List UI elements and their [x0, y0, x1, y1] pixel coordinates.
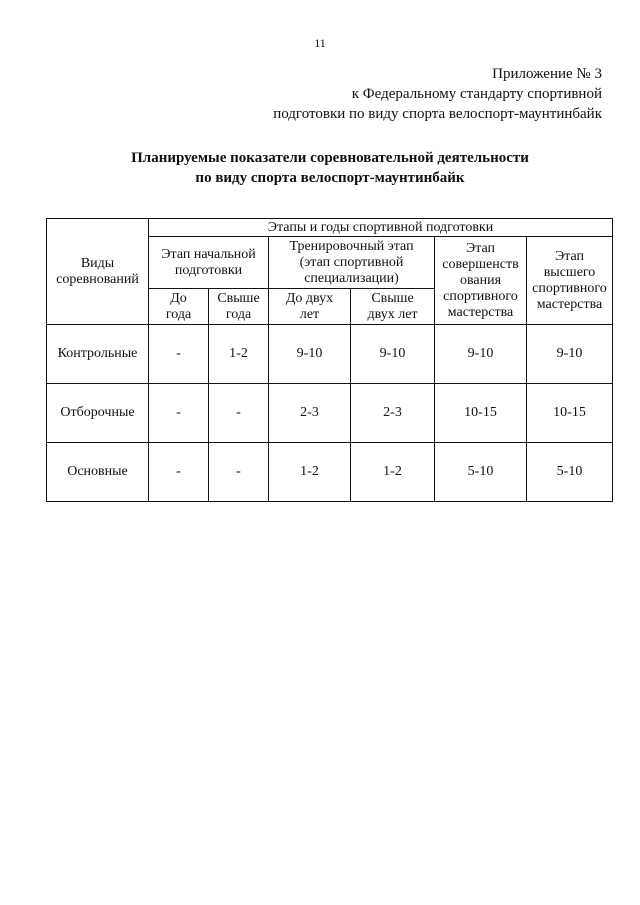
document-title [0, 148, 640, 188]
table-cell: - [209, 384, 269, 443]
appendix-note [182, 64, 602, 124]
header-row-top [47, 219, 613, 237]
title-line-1: Планируемые показатели соревновательной деятельности [131, 150, 529, 166]
table-cell: 10-15 [527, 384, 613, 443]
table-cell: 1-2 [351, 443, 435, 502]
stage-improvement-header: Этап совершенств ования спортивного мастерства [435, 237, 527, 325]
table-cell: 5-10 [527, 443, 613, 502]
page-number: 11 [314, 36, 326, 50]
table-cell: - [149, 325, 209, 384]
table-cell: 2-3 [269, 384, 351, 443]
table-row-control [47, 325, 613, 384]
sub-initial-up-to-year: До года [149, 289, 209, 325]
stages-header: Этапы и годы спортивной подготовки [149, 219, 613, 237]
table-row-qualifying [47, 384, 613, 443]
row-label: Отборочные [47, 384, 149, 443]
table-cell: - [209, 443, 269, 502]
stage-highest-header: Этап высшего спортивного мастерства [527, 237, 613, 325]
stage-initial-header: Этап начальной подготовки [149, 237, 269, 289]
stage-training-header: Тренировочный этап (этап спортивной специализации) [269, 237, 435, 289]
table-cell: 9-10 [435, 325, 527, 384]
appendix-line-1: Приложение № 3 [492, 66, 602, 82]
table-cell: 2-3 [351, 384, 435, 443]
table-cell: 1-2 [269, 443, 351, 502]
table-cell: 5-10 [435, 443, 527, 502]
table-cell: 10-15 [435, 384, 527, 443]
appendix-line-3: подготовки по виду спорта велоспорт-маунтинбайк [273, 106, 602, 122]
competition-indicators-table [46, 218, 613, 502]
sub-training-over-two-years: Свыше двух лет [351, 289, 435, 325]
table-cell: 9-10 [351, 325, 435, 384]
table-cell: - [149, 443, 209, 502]
title-line-2: по виду спорта велоспорт-маунтинбайк [195, 170, 465, 186]
table-row-main [47, 443, 613, 502]
competition-types-header: Виды соревнований [47, 219, 149, 325]
table-cell: 9-10 [527, 325, 613, 384]
table-cell: 9-10 [269, 325, 351, 384]
row-label: Контрольные [47, 325, 149, 384]
appendix-line-2: к Федеральному стандарту спортивной [351, 86, 602, 102]
table-cell: 1-2 [209, 325, 269, 384]
sub-initial-over-year: Свыше года [209, 289, 269, 325]
sub-training-up-to-two-years: До двух лет [269, 289, 351, 325]
row-label: Основные [47, 443, 149, 502]
table-cell: - [149, 384, 209, 443]
